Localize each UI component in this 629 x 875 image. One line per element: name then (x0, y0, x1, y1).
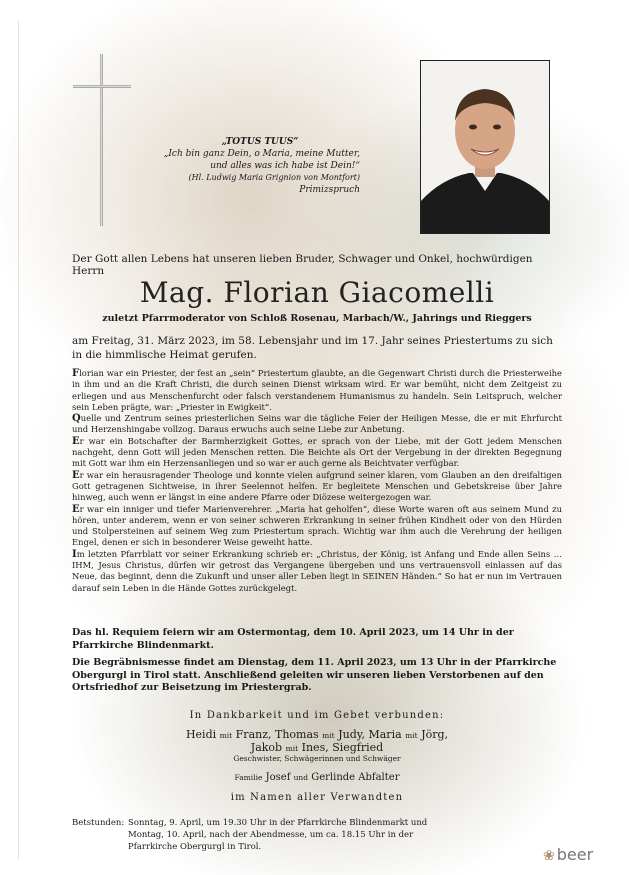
requiem-info: Das hl. Requiem feiern wir am Ostermontag, dem 10. April 2023, um 14 Uhr in der Pfarrkirche Blindenmarkt. (72, 627, 514, 651)
funeral-home-logo (543, 845, 593, 864)
deceased-role: zuletzt Pfarrmoderator von Schloß Rosenau, Marbach/W., Jahrings und Rieggers (102, 313, 532, 324)
portrait-photo (420, 60, 550, 234)
thanks-line: In Dankbarkeit und im Gebet verbunden: (189, 710, 445, 721)
motto-line: „Ich bin ganz Dein, o Maria, meine Mutter, (163, 149, 360, 159)
family-mit: mit (285, 744, 299, 753)
family-name: Gerlinde Abfalter (311, 772, 400, 783)
logo-text: beer (556, 845, 594, 864)
motto-label: Primizspruch (299, 185, 360, 195)
motto-title: „TOTUS TUUS“ (221, 137, 299, 147)
family-label: Familie (234, 773, 263, 782)
funeral-info: Die Begräbnismesse findet am Dienstag, dem 11. April 2023, um 13 Uhr in der Pfarrkirche Obergurgl in Tirol statt. Anschließend geleiten wir unseren lieben Verstorbenen auf den Ortsfriedhof zur Beisetzung im Priestergrab. (72, 657, 557, 693)
bio-paragraph: Er war ein inniger und tiefer Marienverehrer. „Maria hat geholfen“, diese Worte waren oft aus seinem Mund zu hören, unter anderem, wenn er von seiner schweren Erkrankung in seiner frühen Kindheit oder von den Hürden und Stolpersteinen auf seinem Weg zum Priestertum sprach. Wichtig war ihm auch die Verehrung der heiligen Engel, denen er sich in besonderer Weise geweiht hatte. (72, 503, 562, 548)
bio-paragraph: Florian war ein Priester, der fest an „sein“ Priestertum glaubte, an die Gegenwart Christi durch die Priesterweihe in ihm und an die Kraft Christi, die durch seinen Dienst wirksam wird. Er war bemüht, nicht dem Zeitgeist zu erliegen und aus Menschenfurcht oder falsch verstandenem Humanismus zu handeln. Sein Leitspruch, welcher sein Leben prägte, war: „Priester in Ewigkeit“. (72, 368, 562, 412)
bio-paragraph: Quelle und Zentrum seines priesterlichen Seins war die tägliche Feier der Heiligen Messe, die er mit Ehrfurcht und Herzenshingabe vollzog. Daraus erwuchs auch seine Liebe zur Anbetung. (72, 413, 562, 435)
bio-paragraph: Er war ein herausragender Theologe und konnte vielen aufgrund seiner klaren, vom Glauben an den dreifaltigen Gott getragenen Sichtweise, in ihrer Seelennot helfen. Er begleitete Menschen und Gebetskreise über Jahre hinweg, auch wenn er längst in eine andere Pfarre oder Diözese weitergezogen war. (72, 469, 562, 503)
family-name: Franz, Thomas (235, 728, 319, 741)
family-line (72, 772, 562, 783)
cross-icon (100, 54, 103, 226)
biography (72, 368, 562, 594)
motto-source: (Hl. Ludwig Maria Grignion von Montfort) (188, 173, 360, 182)
family-und: und (293, 773, 309, 782)
bio-paragraph: Im letzten Pfarrblatt vor seiner Erkrankung schrieb er: „Christus, der König, ist Anfang und Ende allen Seins … IHM, Jesus Christus, dürfen wir getrost das Vergangene übergeben und uns vertrauensvoll einlassen auf das Neue, das beginnt, denn die Zukunft und unser aller Leben liegt in SEINEN Händen.“ So hat er nun im Vertrauen darauf sein Leben in die Hände Gottes zurückgelegt. (72, 548, 562, 593)
motto-quote (160, 136, 360, 196)
family-line (72, 741, 562, 755)
family-name: Jörg, (421, 728, 449, 741)
family-name: Judy, Maria (338, 728, 402, 741)
prayer-label: Betstunden: (72, 818, 125, 828)
family-mit: mit (219, 731, 233, 740)
prayer-text: Sonntag, 9. April, um 19.30 Uhr in der Pfarrkirche Blindenmarkt und Montag, 10. April, nach der Abendmesse, um ca. 18.15 Uhr in der Pfarrkirche Obergurgl in Tirol. (128, 818, 428, 852)
motto-line: und alles was ich habe ist Dein!“ (210, 161, 360, 171)
family-line (72, 728, 562, 742)
family-mit: mit (322, 731, 335, 740)
cross-icon-bar (73, 85, 131, 88)
prayer-hours (72, 817, 472, 853)
logo-icon: ❀ (543, 848, 555, 864)
bio-paragraph: Er war ein Botschafter der Barmherzigkeit Gottes, er sprach von der Liebe, mit der Gott jedem Menschen nachgeht, denn Gott will jeden Menschen retten. Die Beichte als Ort der Vergebung in der direkten Begegnung mit Gott war ihm ein Herzensanliegen und so war er auch gerne als Beichtvater verfügbar. (72, 435, 562, 469)
relatives-label: Geschwister, Schwägerinnen und Schwäger (233, 754, 401, 763)
deceased-name: Mag. Florian Giacomelli (139, 276, 495, 309)
portrait-image (421, 61, 549, 233)
intro-text: Der Gott allen Lebens hat unseren lieben Bruder, Schwager und Onkel, hochwürdigen Herrn (72, 253, 533, 277)
family-name: Jakob (250, 741, 283, 754)
all-relatives-line: im Namen aller Verwandten (230, 792, 404, 803)
family-name: Josef (265, 772, 291, 783)
death-notice: am Freitag, 31. März 2023, im 58. Lebensjahr und im 17. Jahr seines Priestertums zu sich in die himmlische Heimat gerufen. (72, 335, 553, 361)
family-name: Heidi (185, 728, 217, 741)
family-mit: mit (405, 731, 418, 740)
family-name: Ines, Siegfried (301, 741, 384, 754)
